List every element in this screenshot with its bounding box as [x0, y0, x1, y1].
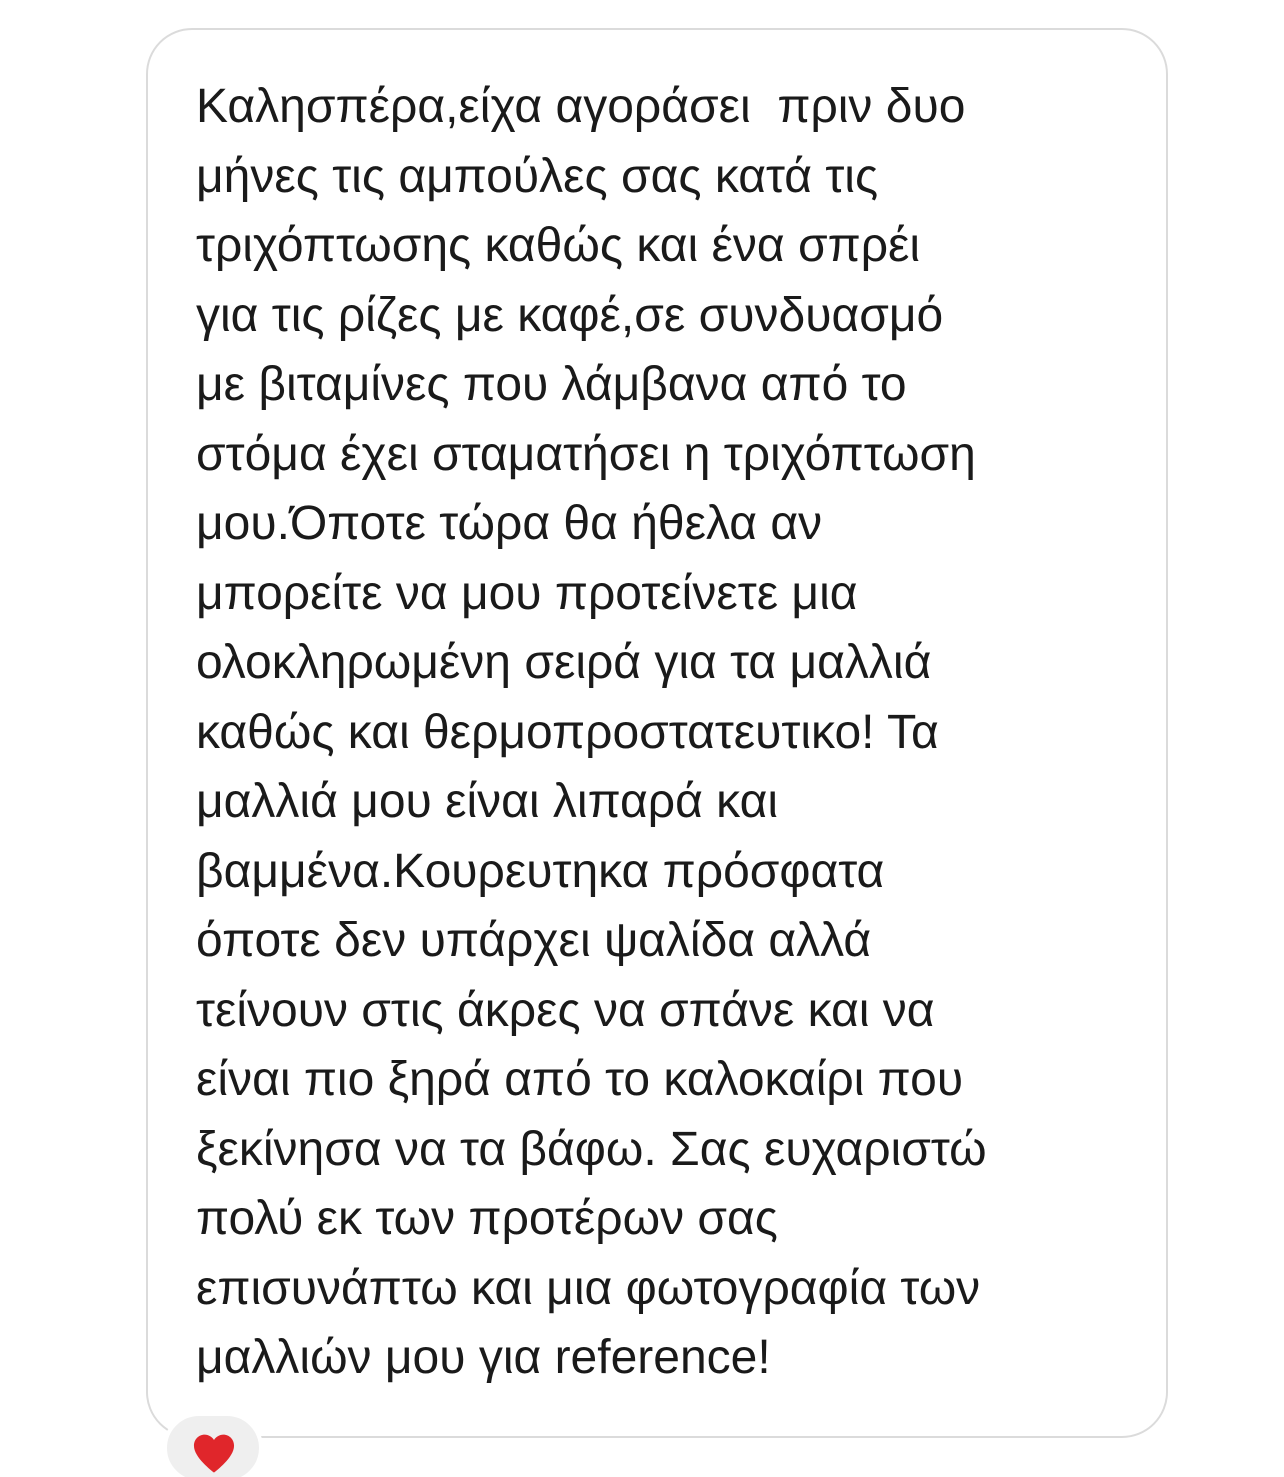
- message-line: όποτε δεν υπάρχει ψαλίδα αλλά: [196, 914, 872, 967]
- message-line: για τις ρίζες με καφέ,σε συνδυασμό: [196, 288, 944, 342]
- message-line: πολύ εκ των προτέρων σας: [196, 1192, 778, 1245]
- message-line: βαμμένα.Κουρευτηκα πρόσφατα: [196, 844, 885, 898]
- message-line: μπορείτε να μου προτείνετε μια: [196, 566, 858, 620]
- message-line: τριχόπτωσης καθώς και ένα σπρέι: [196, 219, 921, 272]
- message-bubble[interactable]: [146, 28, 1168, 1438]
- message-line: μαλλιά μου είναι λιπαρά και: [196, 775, 778, 828]
- message-line: είναι πιο ξηρά από το καλοκαίρι που: [196, 1053, 964, 1106]
- message-line: μαλλιών μου για reference!: [196, 1331, 771, 1384]
- message-line: ξεκίνησα να τα βάφω. Σας ευχαριστώ: [196, 1122, 987, 1176]
- message-line: μήνες τις αμπούλες σας κατά τις: [196, 149, 879, 203]
- message-line: με βιταμίνες που λάμβανα από το: [196, 358, 907, 411]
- message-line: τείνουν στις άκρες να σπάνε και να: [196, 983, 935, 1037]
- message-text: [196, 72, 987, 1393]
- message-line: επισυνάπτω και μια φωτογραφία των: [196, 1261, 981, 1315]
- message-line: καθώς και θερμοπροστατευτικο! Τα: [196, 705, 939, 759]
- reaction-badge[interactable]: [163, 1412, 263, 1477]
- heart-icon: [191, 1432, 237, 1474]
- message-line: Καλησπέρα,είχα αγοράσει πριν δυο: [196, 80, 966, 133]
- message-line: στόμα έχει σταματήσει η τριχόπτωση: [196, 427, 976, 481]
- message-line: μου.Όποτε τώρα θα ήθελα αν: [196, 497, 823, 550]
- message-line: ολοκληρωμένη σειρά για τα μαλλιά: [196, 636, 932, 689]
